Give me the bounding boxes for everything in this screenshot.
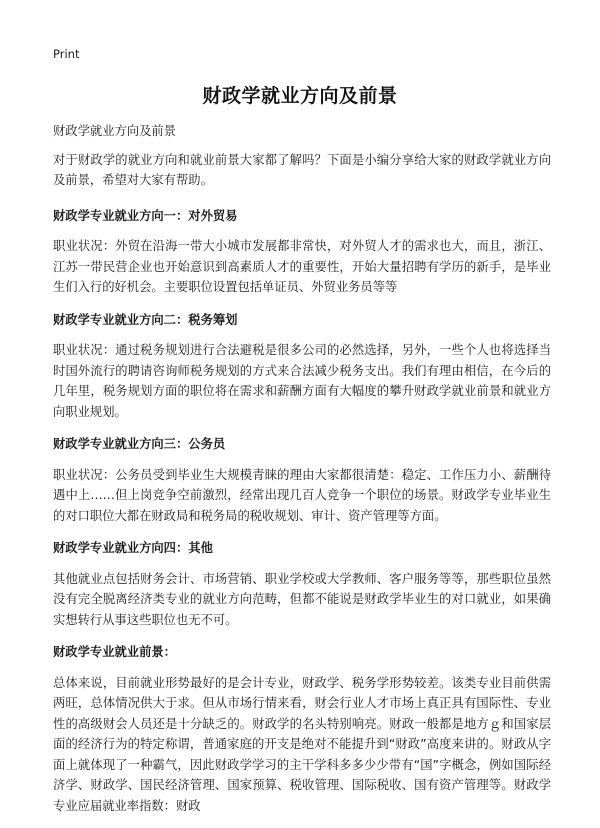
document-body: [53, 121, 551, 828]
document-subtitle: 财政学就业方向及前景: [53, 124, 176, 138]
section-heading-other: 财政学专业就业方向四：其他: [53, 541, 213, 555]
section-body-civil-servant: 职业状况：公务员受到毕业生大规模青睐的理由大家都很清楚：稳定、工作压力小、薪酬待遇中上……但上岗竞争空前激烈，经常出现几百人竞争一个职位的场景。财政学专业毕业生的对口职位大都在财政局和税务局的税收规划、审计、资产管理等方面。: [53, 467, 551, 523]
section-heading-prospects: 财政学专业就业前景：: [53, 645, 176, 659]
section-body-other: 其他就业点包括财务会计、市场营销、职业学校或大学教师、客户服务等等，那些职位虽然没有完全脱离经济类专业的就业方向范畴，但都不能说是财政学毕业生的对口就业，如果确实想转行从事这些职位也无不可。: [53, 571, 551, 627]
section-body-foreign-trade: 职业状况：外贸在沿海一带大小城市发展都非常快，对外贸人才的需求也大，而且，浙江、江苏一带民营企业也开始意识到高素质人才的重要性，开始大量招聘有学历的新手，是毕业生们入行的好机会。主要职位设置包括单证员、外贸业务员等等: [53, 239, 551, 294]
section-body-prospects: 总体来说，目前就业形势最好的是会计专业，财政学、税务学形势较差。该类专业目前供需两旺，总体情况供大于求。但从市场行情来看，财会行业人才市场上真正具有国际性、专业性的高级财会人员还是十分缺乏的。财政学的名头特别响亮。财政一般都是地方ｇ和国家层面的经济行为的特定称谓，普通家庭的开支是绝对不能提升到“财政”高度来讲的。财政从字面上就体现了一种霸气，因此财政学学习的主干学科多多少少带有“国”字概念，例如国际经济学、财政学、国民经济管理、国家预算、税收管理、国际税收、国有资产管理等。财政学专业应届就业率指数：财政: [53, 675, 551, 813]
print-label: Print: [53, 47, 80, 61]
section-heading-tax-planning: 财政学专业就业方向二：税务筹划: [53, 312, 238, 327]
section-heading-foreign-trade: 财政学专业就业方向一：对外贸易: [53, 208, 238, 223]
section-heading-civil-servant: 财政学专业就业方向三：公务员: [53, 437, 226, 451]
intro-paragraph: 对于财政学的就业方向和就业前景大家都了解吗？下面是小编分享给大家的财政学就业方向及前景，希望对大家有帮助。: [53, 152, 551, 187]
document-title: 财政学就业方向及前景: [202, 85, 398, 107]
section-body-tax-planning: 职业状况：通过税务规划进行合法避税是很多公司的必然选择，另外，一些个人也将选择当时国外流行的聘请咨询师税务规划的方式来合法减少税务支出。我们有理由相信，在今后的几年里，税务规划方面的职位将在需求和薪酬方面有大幅度的攀升财政学就业前景和就业方向职业规划。: [53, 343, 551, 419]
